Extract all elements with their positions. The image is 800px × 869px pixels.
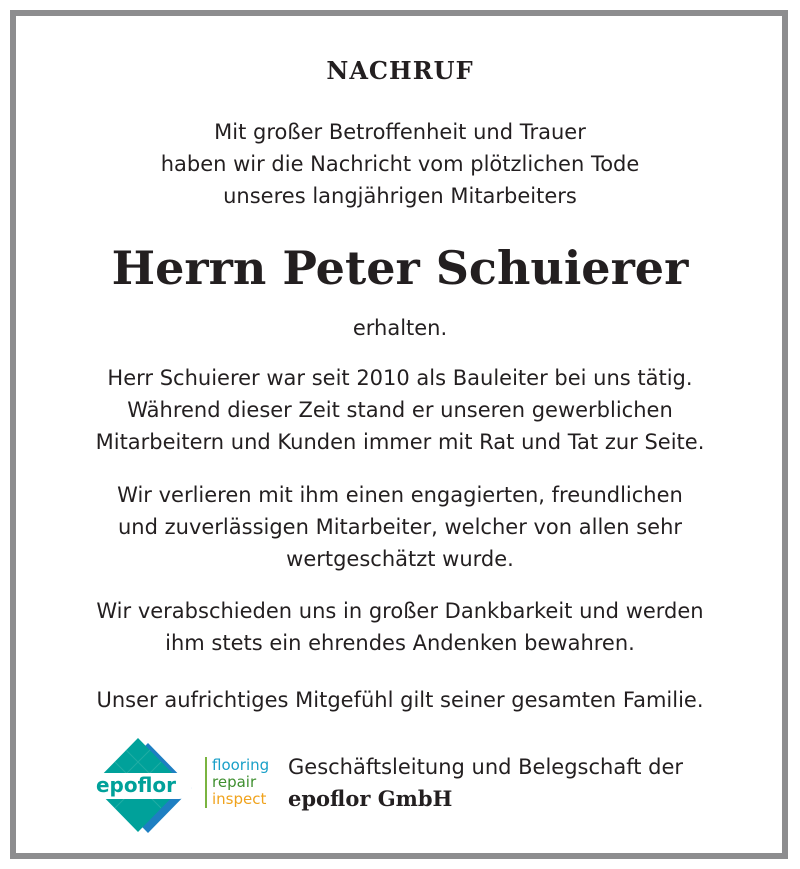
paragraph-line: Während dieser Zeit stand er unseren gewerblichen: [127, 398, 673, 422]
paragraph-appreciation: [0, 479, 800, 575]
paragraph-line: und zuverlässigen Mitarbeiter, welcher von allen sehr: [117, 515, 683, 539]
deceased-name: Herrn Peter Schuierer: [111, 241, 689, 295]
paragraph-line: Wir verlieren mit ihm einen engagierten, freundlichen: [117, 483, 683, 507]
tagline-inspect: inspect: [212, 790, 267, 808]
tagline-repair: repair: [212, 773, 257, 791]
paragraph-line: ihm stets ein ehrendes Andenken bewahren.: [165, 631, 635, 655]
sender-company: epoflor GmbH: [288, 786, 453, 811]
paragraph-condolence: Unser aufrichtiges Mitgefühl gilt seiner gesamten Familie.: [96, 688, 704, 712]
paragraph-career: [0, 362, 800, 458]
intro-line: haben wir die Nachricht vom plötzlichen Tode: [160, 152, 640, 176]
paragraph-line: wertgeschätzt wurde.: [286, 547, 514, 571]
logo-tagline: [205, 757, 269, 808]
logo-wordmark: epoflor: [95, 773, 177, 797]
intro-line: Mit großer Betroffenheit und Trauer: [214, 120, 586, 144]
paragraph-line: Herr Schuierer war seit 2010 als Bauleiter bei uns tätig.: [107, 366, 693, 390]
tagline-flooring: flooring: [212, 756, 270, 774]
intro-line: unseres langjährigen Mitarbeiters: [223, 184, 577, 208]
paragraph-farewell: [0, 595, 800, 659]
sender-block: [288, 752, 683, 814]
sender-line: Geschäftsleitung und Belegschaft der: [288, 755, 684, 779]
paragraph-line: Mitarbeitern und Kunden immer mit Rat und Tat zur Seite.: [95, 430, 705, 454]
paragraph-line: Wir verabschieden uns in großer Dankbarkeit und werden: [96, 599, 704, 623]
page-title: NACHRUF: [326, 56, 474, 85]
received-text: erhalten.: [352, 316, 448, 340]
intro-text: [0, 116, 800, 212]
epoflor-logo: [80, 738, 198, 838]
